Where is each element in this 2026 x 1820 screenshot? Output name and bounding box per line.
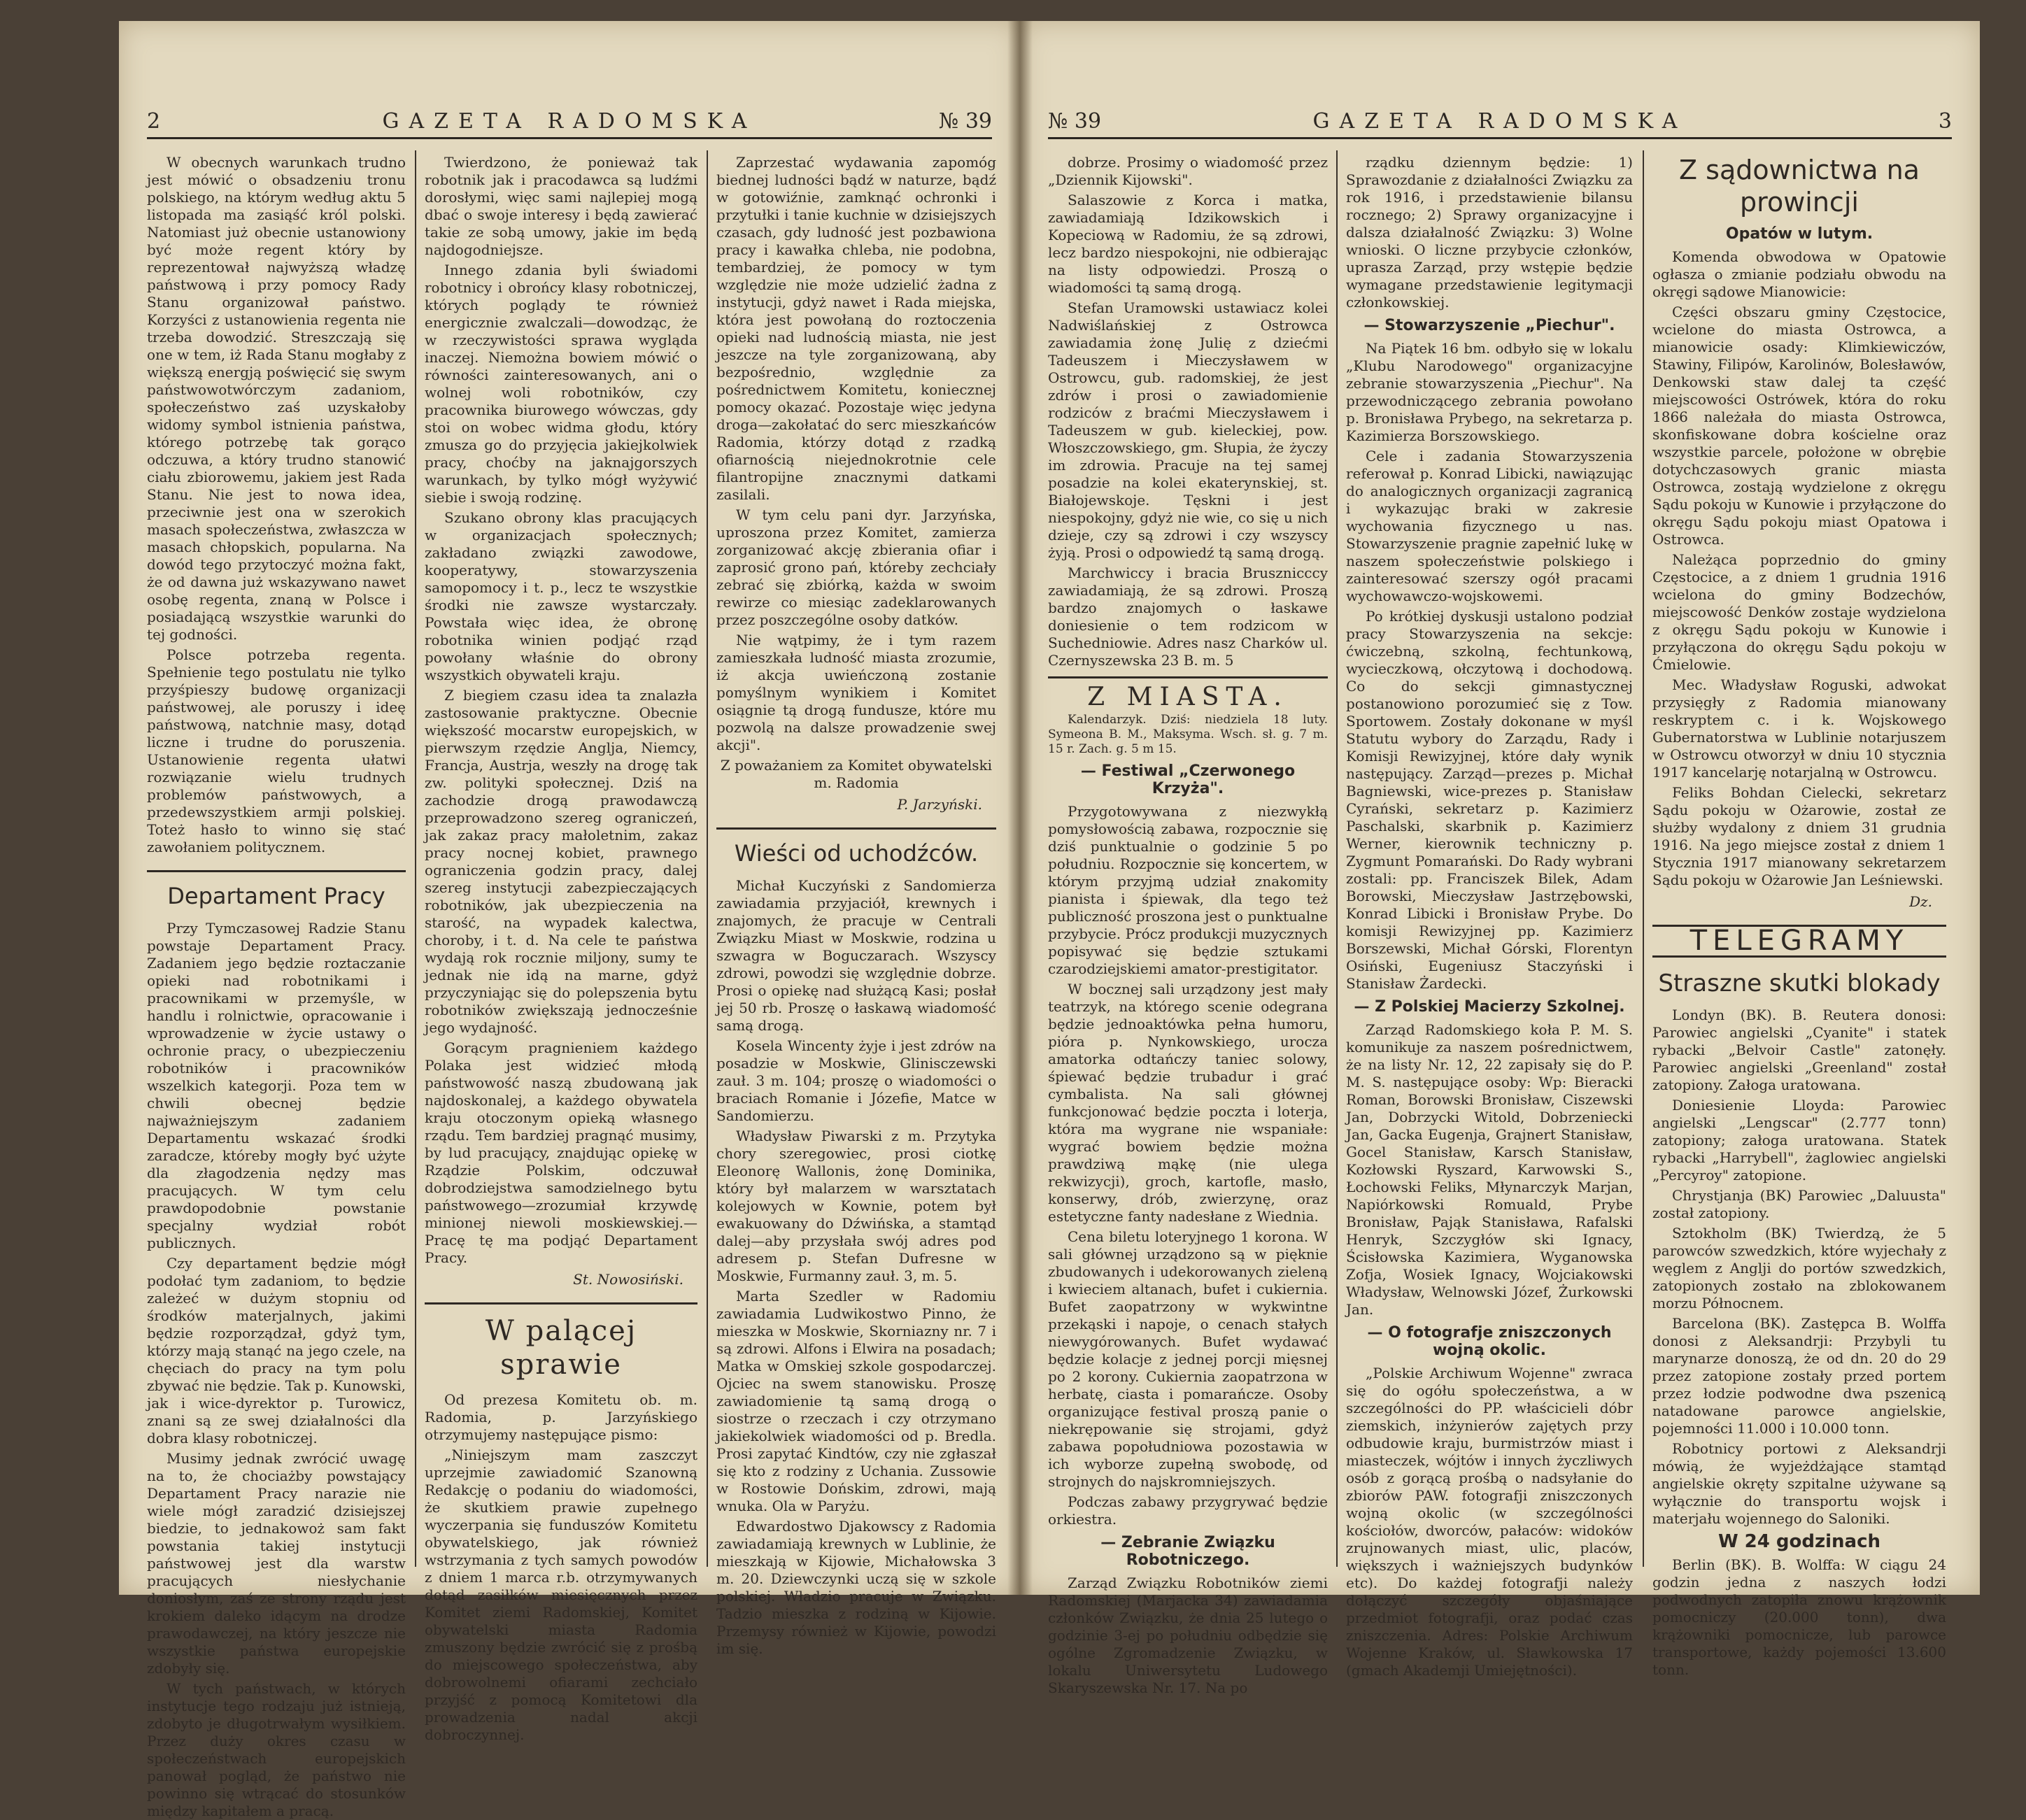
- article-paragraph: Czy departament będzie mógł podołać tym zadaniom, to będzie zależeć w dużym stopniu od środków materjalnych, jakimi będzie rozporządzał, gdyż tym, którzy mają stanąć na jego czele, na chęciach do pracy na tym polu zbywać nie będzie. Tak p. Kunowski, jak i wice-dyrektor p. Turowicz, znani są ze swej działalności dla dobra klasy robotniczej.: [147, 1255, 406, 1446]
- article-paragraph: Mec. Władysław Roguski, adwokat przysięgły z Radomia mianowany reskryptem c. i k. Wojskowego Gubernatorstwa w Lublinie notarjuszem w Ostrowcu otworzył w dniu 10 stycznia 1917 kancelarję notarjalną w Ostrowcu.: [1652, 676, 1946, 781]
- article-paragraph: Przygotowywana z niezwykłą pomysłowością zabawa, rozpocznie się dziś punktualnie o godzinie 5 po południu. Rozpocznie się koncertem, w którym przyjmą udział znakomity pianista i śpiewak, dla tego też publiczność proszona jest o punktualne przybycie. Prócz produkcji muzycznych popisywać się będzie sztukami czarodziejskiemi amator-prestigitator.: [1048, 803, 1328, 977]
- article-paragraph: W tym celu pani dyr. Jarzyńska, uproszona przez Komitet, zamierza zorganizować akcję zbierania ofiar i zaprosić grono pań, któreby zechciały zebrać się zbiórką, każda w swoim rewirze co miesiąc zadeklarowanych przez poszczególne osoby datków.: [716, 506, 996, 628]
- article-paragraph: Przy Tymczasowej Radzie Stanu powstaje Departament Pracy. Zadaniem jego będzie roztaczanie opieki nad robotnikami i pracownikami w przemyśle, w handlu i rolnictwie, opracowanie i wprowadzenie w życie ustawy o ochronie pracy, o ubezpieczeniu robotników i pracowników wszelkich kategorji. Poza tem w chwili obecnej będzie najważniejszym zadaniem Departamentu wskazać środki zaradcze, któreby mogły być użyte dla złagodzenia nędzy mas pracujących. W tym celu prawdopodobnie powstanie specjalny wydział robót publicznych.: [147, 920, 406, 1251]
- article-paragraph: Od prezesa Komitetu ob. m. Radomia, p. Jarzyńskiego otrzymujemy następujące pismo:: [425, 1391, 697, 1443]
- article-paragraph: „Niniejszym mam zaszczyt uprzejmie zawiadomić Szanowną Redakcję o podaniu do wiadomości, że skutkiem prawie zupełnego wyczerpania się funduszów Komitetu obywatelskiego, jak również wstrzymania z tych samych powodów z dniem 1 marca r.b. otrzymywanych dotąd zasiłków miesięcznych przez Komitet ziemi Radomskiej, Komitet obywatelski miasta Radomia zmuszony będzie zwrócić się z prośbą do miejscowego społeczeństwa, aby dobrowolnemi ofiarami zechciało przyjść z pomocą Komitetowi dla prowadzenia nadal akcji dobroczynnej.: [425, 1446, 697, 1743]
- column-2: [425, 154, 697, 1743]
- subheading: W 24 godzinach: [1717, 1531, 1881, 1552]
- masthead-title: GAZETA RADOMSKA: [382, 109, 757, 134]
- article-paragraph: Zarząd Związku Robotników ziemi Radomskiej (Marjacka 34) zawiadamia członków Związku, że dnia 25 lutego o godzinie 3-ej po południu odbędzie się ogólne Zgromadzenie Związku, w lokalu Uniwersytetu Ludowego Skaryszewska Nr. 17. Na po: [1048, 1574, 1328, 1696]
- article-paragraph: W bocznej sali urządzony jest mały teatrzyk, na którego scenie odegrana będzie jednoaktówka pełna humoru, pióra p. Nynkowskiego, urocza amatorka odtańczy taniec solowy, śpiewać będzie trubadur i grać cymbalista. Na sali głównej funkcjonować będzie poczta i loterja, która ma wygrane nie wspaniałe: wygrać bowiem będzie można prawdziwą mąkę (nie ulega rekwizycji), groch, kartofle, masło, konserwy, drób, zwierzynę, oraz estetyczne fanty nadesłane z Wiednia.: [1048, 981, 1328, 1225]
- article-paragraph: Cele i zadania Stowarzyszenia referował p. Konrad Libicki, nawiązując do analogicznych organizacji zagranicą i wykazując braki w zakresie wychowania fizycznego u nas. Stowarzyszenie pragnie zapełnić lukę w naszem społeczeństwie polskiego i zainteresować szerszy ogół pracami wychowawczo-wojskowemi.: [1346, 448, 1633, 604]
- item-title: — Festiwal „Czerwonego Krzyża".: [1080, 762, 1296, 797]
- notice-paragraph: dobrze. Prosimy o wiadomość przez „Dziennik Kijowski".: [1048, 154, 1328, 188]
- article-paragraph: Po krótkiej dyskusji ustalono podział pracy Stowarzyszenia na sekcje: ćwiczebną, szkolną, fechtunkową, wycieczkową, ołczytową i dochodową. Co do sekcji gimnastycznej postanowiono porozumieć się z Tow. Sportowem. Zostały dokonane w myśl Statutu wybory do Zarządu, Rady i Komisji Rewizyjnej, które dały wynik następujący. Zarząd—prezes p. Michał Bagniewski, wice-prezes p. Stanisław Cyrański, sekretarz p. Kazimierz Paschalski, skarbnik p. Kazimierz Werner, kierownik techniczny p. Zygmunt Pomarański. Do Rady wybrani zostali: pp. Franciszek Bilek, Adam Borowski, Mieczysław Jastrzębowski, Konrad Libicki i Bronisław Prybe. Do komisji Rewizyjnej pp. Kazimierz Borszewski, Michał Górski, Florentyn Osiński, Eugeniusz Staczyński i Stanisław Żardecki.: [1346, 608, 1633, 992]
- notice-paragraph: Kosela Wincenty żyje i jest zdrów na posadzie w Moskwie, Glinisczewski zauł. 3 m. 104; proszę o wiadomości o braciach Romanie i Józefie, Matce w Sandomierzu.: [716, 1037, 996, 1124]
- article-paragraph: Feliks Bohdan Cielecki, sekretarz Sądu pokoju w Ożarowie, został ze służby wydalony z dniem 31 grudnia 1916. Na jego miejsce został z dniem 1 Stycznia 1917 mianowany sekretarzem Sądu pokoju w Ożarowie Jan Leśniewski.: [1652, 784, 1946, 888]
- article-paragraph: W tych państwach, w których instytucje tego rodzaju już istnieją, zdobyto je długotrwałym wysiłkiem. Przez duży okres czasu w społeczeństwach europejskich panował pogląd, że państwo nie powinno się wtrącać do stosunków między kapitałem a pracą.: [147, 1680, 406, 1819]
- article-paragraph: rządku dziennym będzie: 1) Sprawozdanie z działalności Związku za rok 1916, i przedstawienie bilansu rocznego; 2) Sprawy organizacyjne i dalsza działalność Związku: 3) Wolne wnioski. O liczne przybycie członków, uprasza Zarząd, przy wstępie będzie wymagane przedstawienie legitymacji członkowskiej.: [1346, 154, 1633, 311]
- closing-line: Z poważaniem za Komitet obywatelski m. Radomia: [720, 757, 993, 791]
- column-divider: [415, 150, 416, 1567]
- spine-gutter: [1007, 21, 1033, 1595]
- page-header-left: [147, 105, 992, 139]
- column-divider: [1643, 150, 1644, 1567]
- article-paragraph: Innego zdania byli świadomi robotnicy i obrońcy klasy robotniczej, których poglądy te również energicznie zwalczali—dowodząc, że w rzeczywistości sprawa wygląda inaczej. Niemożna bowiem mówić o równości zainteresowanych, ani o wolnej woli robotników, czy pracownika biurowego wówczas, gdy stoi on wobec widma głodu, który zmusza go do przyjęcia jakiejkolwiek pracy, choćby na jaknajgorszych warunkach, by tylko mógł wyżywić siebie i swoją rodzinę.: [425, 262, 697, 506]
- section-title: Wieści od uchodźców.: [716, 827, 996, 867]
- column-3: [716, 154, 996, 1657]
- article-paragraph: Części obszaru gminy Częstocice, wcielone do miasta Ostrowca, a mianowicie osady: Klimkiewiczów, Stawiny, Filipów, Karolinów, Bolesławów, Denkowski staw dalej ta część miejscowości Ostrówek, która do roku 1866 należała do miasta Ostrowca, skonfiskowane dobra kościelne oraz wszystkie parcele, położone w obrębie dotychczasowych granic miasta Ostrowca, zostają wydzielone z okręgu Sądu pokoju w Kunowie i przyłączone do okręgu Sądu pokoju miast Opatowa i Ostrowca.: [1652, 304, 1946, 548]
- item-title: — Z Polskiej Macierzy Szkolnej.: [1354, 998, 1625, 1016]
- telegram-item: Londyn (BK). B. Reutera donosi: Parowiec angielski „Cyanite" i statek rybacki „Belvoir Castle" zatonęły. Parowiec angielski „Greenland" został zatopiony. Załoga uratowana.: [1652, 1007, 1946, 1093]
- column-divider: [1336, 150, 1338, 1567]
- article-paragraph: Musimy jednak zwrócić uwagę na to, że chociażby powstający Departament Pracy narazie nie wiele mógł zaradzić dzisiejszej biedzie, to jednakowoż sam fakt powstania takiej instytucji państwowej jest dla warstw pracujących niesłychanie doniosłym, zaś ze strony rządu jest krokiem daleko idącym na drodze prawodawczej, na który jeszcze nie wszystkie państwa europejskie zdobyły się.: [147, 1450, 406, 1677]
- article-paragraph: Zarząd Radomskiego koła P. M. S. komunikuje za naszem pośrednictwem, że na listy Nr. 12, 22 zapisały się do P. M. S. następujące osoby: Wp: Bieracki Roman, Borowski Bronisław, Ciszewski Jan, Dobrzycki Witold, Dobrzeniecki Jan, Gacka Eugenja, Grajnert Stanisław, Gocel Stanisław, Karsch Stanisław, Kozłowski Ryszard, Karwowski S., Łochowski Feliks, Młynarczyk Marjan, Napiórkowski Romuald, Prybe Bronisław, Pająk Stanisława, Rafalski Henryk, Szczygłów ski Ignacy, Ścisłowska Kazimiera, Wyganowska Zofja, Wosiek Ignacy, Wojciakowski Władysław, Welnowski Józef, Żurkowski Jan.: [1346, 1021, 1633, 1318]
- article-paragraph: Gorącym pragnieniem każdego Polaka jest widzieć młodą państwowość naszą zbudowaną jak najdoskonalej, a każdego obywatela kraju otoczonym opieką własnego rządu. Tem bardziej pragnąć musimy, by lud pracujący, znajdując opiekę w Rządzie Polskim, odczuwał dobrodziejstwa samodzielnego bytu państwowego—zrozumiał krzywdę minionej niewoli moskiewskiej.—Pracę tę ma podjąć Departament Pracy.: [425, 1039, 697, 1266]
- section-title: Z MIASTA.: [1048, 676, 1328, 706]
- article-signature: St. Nowosiński.: [573, 1271, 683, 1288]
- section-title: TELEGRAMY: [1652, 925, 1946, 958]
- column-6: [1652, 154, 1946, 1678]
- masthead-title: GAZETA RADOMSKA: [1312, 109, 1687, 134]
- section-title: Departament Pracy: [147, 870, 406, 910]
- article-paragraph: „Polskie Archiwum Wojenne" zwraca się do ogółu społeczeństwa, a w szczególności do PP. właścicieli dóbr ziemskich, inżynierów zajętych przy odbudowie kraju, burmistrzów miast i miasteczek, wójtów i innych życzliwych osób z gorącą prośbą o nadsyłanie do zbiorów PAW. fotografji zniszczonych wojną okolic (w szczególności kościołów, dworców, pałaców: widoków zrujnowanych miast, ulic, placów, większych i ważniejszych budynków etc). Do każdej fotografji należy dołączyć szczegóły objaśniające przedmiot fotografji, oraz podać czas zniszczenia. Adres: Polskie Archiwum Wojenne Kraków, ul. Sławkowska 17 (gmach Akademji Umiejętności).: [1346, 1365, 1633, 1679]
- article-headline: Straszne skutki blokady: [1658, 969, 1941, 997]
- article-paragraph: W obecnych warunkach trudno jest mówić o obsadzeniu tronu polskiego, na którym według aktu 5 listopada ma zasiąść król polski. Natomiast już obecnie ustanowiony być może regent który by reprezentował najwyższą władzę państwową i przy pomocy Rady Stanu organizował państwo. Korzyści z ustanowienia regenta nie trzeba dowodzić. Streszczają się one w tem, iż Rada Stanu mogłaby z większą energją poświęcić się swym państwowotwórczym zadaniom, społeczeństwo zaś uzyskałoby widomy symbol istnienia państwa, którego potrzebę tak gorąco odczuwa, a który trudno stanowić ciału zbiorowemu, jakiem jest Rada Stanu. Nie jest to nowa idea, przeciwnie jest ona w szerokich masach społeczeństwa, zwłaszcza w masach chłopskich, popularna. Na dowód tego przytoczyć można fakt, że od dawna już wskazywano nawet osobę regenta, znaną w Polsce i posiadającą wszystkie warunki do tej godności.: [147, 154, 406, 643]
- notice-paragraph: Marchwiccy i bracia Brusznicccy zawiadamiają, że są zdrowi. Proszą bardzo znajomych o łaskawe doniesienie o tem rodzicom w Suchedniowie. Adres nasz Charków ul. Czernyszewska 23 B. m. 5: [1048, 564, 1328, 669]
- notice-paragraph: Marta Szedler w Radomiu zawiadamia Ludwikostwo Pinno, że mieszka w Moskwie, Skorniazny nr. 7 i są zdrowi. Alfons i Elwira na posadach; Matka w Omskiej szkole gospodarczej. Ojciec na swem stanowisku. Proszę zawiadomienie tą samą drogą o siostrze o rzeczach i czy otrzymano jakiekolwiek wiadomości od p. Bredla. Prosi zapytać Kindtów, czy nie zgłaszał się kto z rodziny z Uchania. Zussowie w Rostowie Dońskim, zdrowi, mają wnuka. Ola w Paryżu.: [716, 1288, 996, 1514]
- telegram-item: Berlin (BK). B. Wolffa: W ciągu 24 godzin jedna z naszych łodzi podwodnych zatopiła znowu krążownik pomocniczy (20.000 tonn), dwa krążowniki pomocnicze, lub parowce transportowe, każdy pojemości 13.600 tonn.: [1652, 1556, 1946, 1678]
- article-headline: Z sądownictwa na prowincji: [1679, 155, 1920, 218]
- telegram-item: Chrystjanja (BK) Parowiec „Daluusta" został zatopiony.: [1652, 1187, 1946, 1221]
- article-paragraph: Zaprzestać wydawania zapomóg biednej ludności bądź w naturze, bądź w gotowiźnie, zamknąć ochronki i przytułki i tanie kuchnie w dzisiejszych czasach, gdy ludność jest pozbawiona pracy i kawałka chleba, nie podobna, tembardziej, że pomocy w tym względzie nie może udzielić żadna z instytucji, gdyż nawet i Rada miejska, która jest powołaną do roztoczenia opieki nad ludnością miasta, nie jest jeszcze na tyle zorganizowaną, aby bezpośrednio, względnie za pośrednictwem Komitetu, koniecznej pomocy okazać. Pozostaje więc jedyna droga—zakołatać do serc mieszkańców Radomia, którzy dotąd z rzadką ofiarnością niejednokrotnie cele filantropijne znacznymi datkami zasilali.: [716, 154, 996, 503]
- article-paragraph: Polsce potrzeba regenta. Spełnienie tego postulatu nie tylko przyśpieszy budowę organizacji państwowej, ale poruszy i ideę państwową, natchnie masy, dotąd liczne i trudne do poruszenia. Ustanowienie regenta ułatwi rozwiązanie wielu trudnych problemów państwowych, a przedewszystkiem armji polskiej. Toteż hasło to winno się stać zawołaniem politycznem.: [147, 646, 406, 855]
- notice-paragraph: Michał Kuczyński z Sandomierza zawiadamia przyjaciół, krewnych i znajomych, że pracuje w Centrali Związku Miast w Moskwie, rodzina u szwagra w Boguczarach. Wszyscy zdrowi, powodzi się względnie dobrze. Prosi o opiekę nad służącą Kasi; posłał jej 50 rb. Proszę o łaskawą wiadomość samą drogą.: [716, 877, 996, 1034]
- article-paragraph: Szukano obrony klas pracujących w organizacjach społecznych; zakładano związki zawodowe, kooperatywy, stowarzyszenia samopomocy i t. p., lecz te wszystkie środki nie zawsze wystarczały. Powstała więc idea, że obronę robotnika winien podjąć rząd powołany właśnie do obrony wszystkich obywateli kraju.: [425, 509, 697, 683]
- telegram-item: Sztokholm (BK) Twierdzą, że 5 parowców szwedzkich, które wyjechały z węglem z Anglji do portów szwedzkich, zatopionych zostało na zblokowanem morzu Północnem.: [1652, 1225, 1946, 1311]
- article-paragraph: Komenda obwodowa w Opatowie ogłasza o zmianie podziału obwodu na okręgi sądowe Mianowicie:: [1652, 248, 1946, 300]
- item-title: — Zebranie Związku Robotniczego.: [1100, 1534, 1275, 1569]
- page-left: [119, 21, 1020, 1819]
- telegram-item: Robotnicy portowi z Aleksandrji mówią, że wyjeżdżające stamtąd angielskie okręty szpitalne używane są wyłącznie do transportu wojsk i materjału wojennego do Saloniki.: [1652, 1440, 1946, 1527]
- column-4: [1048, 154, 1328, 1696]
- article-paragraph: Twierdzono, że ponieważ tak robotnik jak i pracodawca są ludźmi dorosłymi, więc sami najlepiej mogą dbać o swoje interesy i będą zawierać takie ze sobą umowy, jakie im będą najdogodniejsze.: [425, 154, 697, 258]
- notice-paragraph: Stefan Uramowski ustawiacz kolei Nadwiślańskiej z Ostrowca zawiadamia żonę Julię z dziećmi Tadeuszem i Mieczysławem w Ostrowcu, gub. radomskiej, że jest zdrów i prosi o zawiadomienie rodziców z braćmi Mieczysławem i Tadeuszem w gub. kieleckiej, pow. Włoszczowskiego, gm. Słupia, że życzy im zdrowia. Pracuje na tej samej posadzie na kolei ekaterynskiej, st. Białojewskoje. Tęskni i jest niespokojny, gdyż nie wie, co się u nich dzieje, czy są zdrowi i czy wszyscy żyją. Prosi o odpowiedź tą samą drogą.: [1048, 299, 1328, 561]
- dateline: Opatów w lutym.: [1725, 225, 1873, 243]
- article-signature: Dz.: [1909, 893, 1932, 910]
- article-paragraph: Z biegiem czasu idea ta znalazła zastosowanie praktyczne. Obecnie większość mocarstw europejskich, w pierwszym rzędzie Anglja, Niemcy, Francja, Austrja, weszły na drogę tak zw. polityki społecznej. Dziś na zachodzie drogą prawodawczą przeprowadzono szereg ograniczeń, jak zakaz pracy małoletnim, zakaz pracy nocnej kobiet, prawnego ograniczenia godzin pracy, dalej szereg instytucji zabezpieczających robotników, jak ubezpieczenia na starość, na wypadek kalectwa, choroby, i t. d. Na cele te państwa wydają rok rocznie miljony, sumy te jednak nie idą na marne, gdyż przyczyniając się do polepszenia bytu robotników zwiększają jednocześnie jego wydajność.: [425, 687, 697, 1036]
- page-number: 2: [147, 109, 161, 134]
- item-title: — O fotografje zniszczonych wojną okolic.: [1367, 1324, 1612, 1359]
- item-title: — Stowarzyszenie „Piechur".: [1363, 317, 1615, 334]
- page-header-right: [1048, 105, 1952, 139]
- issue-number: № 39: [1048, 109, 1102, 134]
- page-number: 3: [1938, 109, 1952, 134]
- notice-paragraph: Władysław Piwarski z m. Przytyka chory szeregowiec, prosi ciotkę Eleonorę Wallonis, żonę Dominika, który był malarzem w warsztatach kolejowych w Kownie, potem był ewakuowany do Dźwińska, a stamtąd dalej—aby przysłała swój adres pod adresem p. Stefan Dufresne w Moskwie, Furmanny zauł. 3, m. 5.: [716, 1128, 996, 1284]
- column-5: [1346, 154, 1633, 1679]
- article-signature: P. Jarzyński.: [897, 796, 982, 813]
- telegram-item: Doniesienie Lloyda: Parowiec angielski „Lengscar" (2.777 tonn) zatopiony; załoga uratowana. Statek rybacki „Harrybell", żaglowiec angielski „Percyroy" zatopione.: [1652, 1097, 1946, 1183]
- column-1: [147, 154, 406, 1819]
- page-right: [1020, 21, 1980, 1696]
- column-divider: [707, 150, 708, 1567]
- calendar-note: Kalendarzyk. Dziś: niedziela 18 luty. Symeona B. M., Maksyma. Wsch. sł. g. 7 m. 15 r. Zach. g. 5 m 15.: [1048, 713, 1328, 756]
- article-paragraph: Nie wątpimy, że i tym razem zamieszkała ludność miasta zrozumie, iż akcja uwieńczoną zostanie pomyślnym wynikiem i Komitet osiągnie tą drogą fundusze, które mu pozwolą na dalsze prowadzenie swej akcji".: [716, 632, 996, 753]
- notice-paragraph: Salaszowie z Korca i matka, zawiadamiają Idzikowskich i Kopeciową w Radomiu, że są zdrowi, lecz bardzo niespokojni, nie odbierając na listy odpowiedzi. Proszą o wiadomości tą samą drogą.: [1048, 192, 1328, 296]
- notice-paragraph: Edwardostwo Djakowscy z Radomia zawiadamiają krewnych w Lublinie, że mieszkają w Kijowie, Michałowska 3 m. 20. Dziewczynki uczą się w szkole polskiej. Władzio pracuje w Związku. Tadzio mieszka z rodziną w Kijowie. Przemysy również w Kijowie, powodzi im się.: [716, 1518, 996, 1657]
- article-paragraph: Podczas zabawy przygrywać będzie orkiestra.: [1048, 1493, 1328, 1528]
- issue-number: № 39: [938, 109, 992, 134]
- article-paragraph: Na Piątek 16 bm. odbyło się w lokalu „Klubu Narodowego" organizacyjne zebranie stowarzyszenia „Piechur". Na przewodniczącego zebrania powołano p. Bronisława Prybego, na sekretarza p. Kazimierza Borszowskiego.: [1346, 340, 1633, 444]
- article-paragraph: Należąca poprzednio do gminy Częstocice, a z dniem 1 grudnia 1916 wcielona do gminy Bodzechów, miejscowość Denków zostaje wydzielona z okręgu Sądu pokoju w Kunowie i przyłączona do okręgu Sądu pokoju w Ćmielowie.: [1652, 551, 1946, 673]
- telegram-item: Barcelona (BK). Zastępca B. Wolffa donosi z Aleksandrji: Przybyli tu marynarze donoszą, że od dn. 20 do 29 przez zatopione zostały przed portem przez łodzie podwodne dwa pszenicą natadowane parowce angielskie, pojemności 11.000 i 10.000 tonn.: [1652, 1315, 1946, 1437]
- section-title: W palącej sprawie: [425, 1302, 697, 1381]
- article-paragraph: Cena biletu loteryjnego 1 korona. W sali głównej urządzono są w pięknie zbudowanych i udekorowanych zieleną i kwieciem altanach, bufet i cukiernia. Bufet zaopatrzony w wykwintne przekąski i napoje, o cenach stałych niewygórowanych. Bufet wydawać będzie kolacje z jednej porcji mięsnej po 2 korony. Cukiernia zaopatrzona w herbatę, ciasta i pomarańcze. Osoby organizujące festival proszą panie o niekrępowanie się strojami, gdyż zabawa popołudniowa pozostawia w ich wyborze zupełną swobodę, od strojnych do najskromniejszych.: [1048, 1228, 1328, 1490]
